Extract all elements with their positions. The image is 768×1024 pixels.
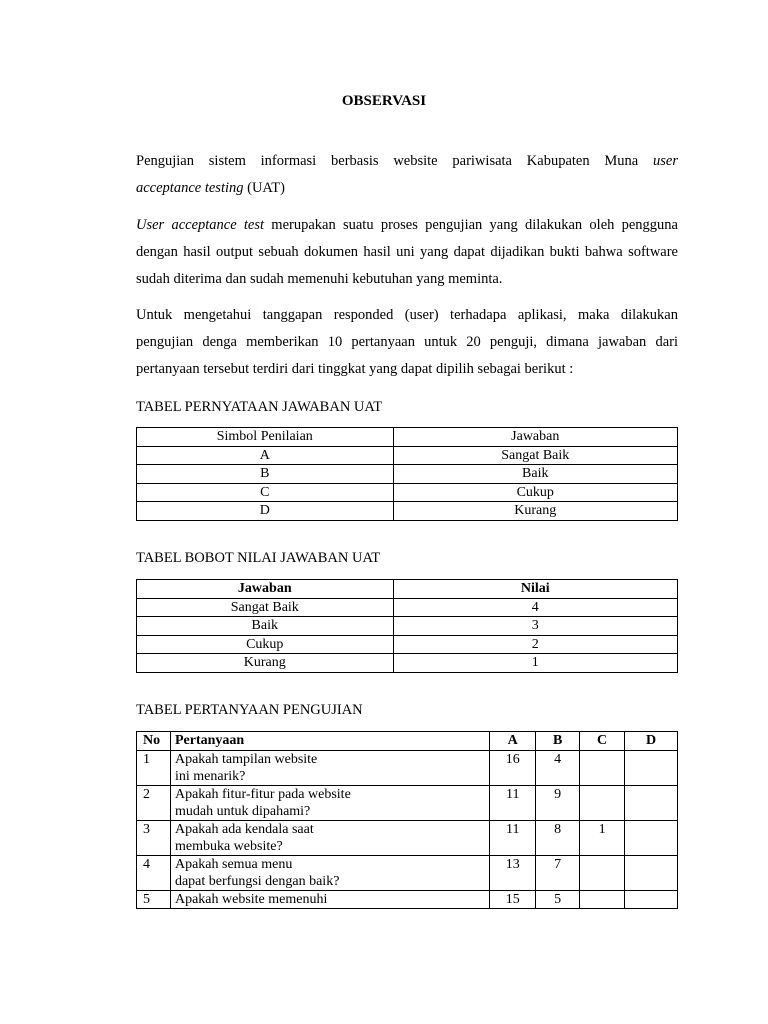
table-header-row [137, 428, 678, 447]
table-row [137, 654, 678, 673]
paragraph-line: Untuk mengetahui tanggapan responded (user) terhadapa aplikasi, maka dilakukan [136, 307, 678, 323]
question-line: Apakah website memenuhi [174, 891, 328, 907]
answer-symbol-table [136, 427, 678, 521]
row-number: 2 [137, 785, 171, 820]
text-run: Pengujian sistem informasi berbasis website pariwisata Kabupaten Muna [136, 153, 654, 169]
count-d [625, 820, 678, 855]
table-row [137, 617, 678, 636]
page-title: OBSERVASI [341, 93, 427, 109]
question-line: Apakah tampilan website [174, 751, 318, 767]
table-row [137, 750, 678, 785]
count-d [625, 750, 678, 785]
row-number: 1 [137, 750, 171, 785]
table-cell: Baik [393, 465, 677, 484]
question-line: membuka website? [174, 838, 283, 854]
paragraph-line: pengujian denga memberikan 10 pertanyaan untuk 20 penguji, dimana jawaban dari [136, 334, 678, 350]
table-cell: Cukup [393, 483, 677, 502]
count-c: 1 [580, 820, 625, 855]
column-header: Jawaban [137, 580, 394, 599]
table-row [137, 890, 678, 909]
table-cell: 4 [393, 598, 677, 617]
column-header: Jawaban [393, 428, 677, 447]
question-line: dapat berfungsi dengan baik? [174, 873, 340, 889]
row-number: 4 [137, 855, 171, 890]
question-cell [170, 855, 489, 890]
table-cell: Cukup [137, 635, 394, 654]
count-d [625, 890, 678, 909]
table-cell: Sangat Baik [393, 446, 677, 465]
count-a: 13 [490, 855, 536, 890]
table-row [137, 465, 678, 484]
count-b: 9 [536, 785, 580, 820]
paragraph-uat-definition [136, 212, 678, 293]
column-header: D [625, 732, 678, 751]
column-header: B [536, 732, 580, 751]
italic-run: User acceptance test [136, 217, 265, 233]
answer-weight-table [136, 579, 678, 673]
column-header: C [580, 732, 625, 751]
count-a: 15 [490, 890, 536, 909]
column-header: No [137, 732, 171, 751]
table-cell: 3 [393, 617, 677, 636]
table-row [137, 483, 678, 502]
count-b: 7 [536, 855, 580, 890]
row-number: 3 [137, 820, 171, 855]
paragraph-line: pertanyaan tersebut terdiri dari tinggkat yang dapat dipilih sebagai berikut : [136, 361, 574, 377]
paragraph-line: sudah diterima dan sudah memenuhi kebutuhan yang meminta. [136, 271, 503, 287]
table-row [137, 785, 678, 820]
paragraph-intro [136, 148, 678, 202]
table-cell: A [137, 446, 394, 465]
table-row [137, 446, 678, 465]
column-header: A [490, 732, 536, 751]
question-line: mudah untuk dipahami? [174, 803, 311, 819]
italic-run: acceptance testing [136, 180, 244, 196]
paragraph-method [136, 302, 678, 383]
text-run: (UAT) [243, 180, 285, 196]
column-header: Simbol Penilaian [137, 428, 394, 447]
count-a: 11 [490, 820, 536, 855]
table-cell: 1 [393, 654, 677, 673]
column-header: Nilai [393, 580, 677, 599]
table-cell: Sangat Baik [137, 598, 394, 617]
count-c [580, 855, 625, 890]
count-c [580, 890, 625, 909]
question-cell [170, 890, 489, 909]
table-caption: TABEL PERNYATAAN JAWABAN UAT [136, 399, 383, 415]
table-cell: D [137, 502, 394, 521]
table-cell: B [137, 465, 394, 484]
paragraph-line [136, 212, 678, 239]
count-a: 16 [490, 750, 536, 785]
table-caption: TABEL BOBOT NILAI JAWABAN UAT [136, 550, 381, 566]
table-cell: Baik [137, 617, 394, 636]
question-cell [170, 820, 489, 855]
count-c [580, 750, 625, 785]
italic-run: user [653, 153, 678, 169]
paragraph-line [136, 148, 678, 175]
table-header-row [137, 732, 678, 751]
count-c [580, 785, 625, 820]
table-row [137, 820, 678, 855]
count-b: 5 [536, 890, 580, 909]
question-table [136, 731, 678, 909]
table-cell: C [137, 483, 394, 502]
text-run: merupakan suatu proses pengujian yang dilakukan oleh pengguna [264, 217, 678, 233]
table-row [137, 855, 678, 890]
column-header: Pertanyaan [170, 732, 489, 751]
table-cell: Kurang [137, 654, 394, 673]
question-line: Apakah fitur-fitur pada website [174, 786, 351, 802]
question-line: ini menarik? [174, 768, 246, 784]
paragraph-line [136, 175, 678, 202]
row-number: 5 [137, 890, 171, 909]
count-d [625, 785, 678, 820]
table-row [137, 635, 678, 654]
count-d [625, 855, 678, 890]
question-line: Apakah ada kendala saat [174, 821, 314, 837]
count-b: 8 [536, 820, 580, 855]
paragraph-line: dengan hasil output sebuah dokumen hasil uni yang dapat dijadikan bukti bahwa software [136, 244, 678, 260]
table-cell: Kurang [393, 502, 677, 521]
question-cell [170, 785, 489, 820]
table-header-row [137, 580, 678, 599]
count-a: 11 [490, 785, 536, 820]
table-caption: TABEL PERTANYAAN PENGUJIAN [136, 702, 363, 718]
table-cell: 2 [393, 635, 677, 654]
table-row [137, 502, 678, 521]
question-line: Apakah semua menu [174, 856, 293, 872]
table-row [137, 598, 678, 617]
count-b: 4 [536, 750, 580, 785]
question-cell [170, 750, 489, 785]
